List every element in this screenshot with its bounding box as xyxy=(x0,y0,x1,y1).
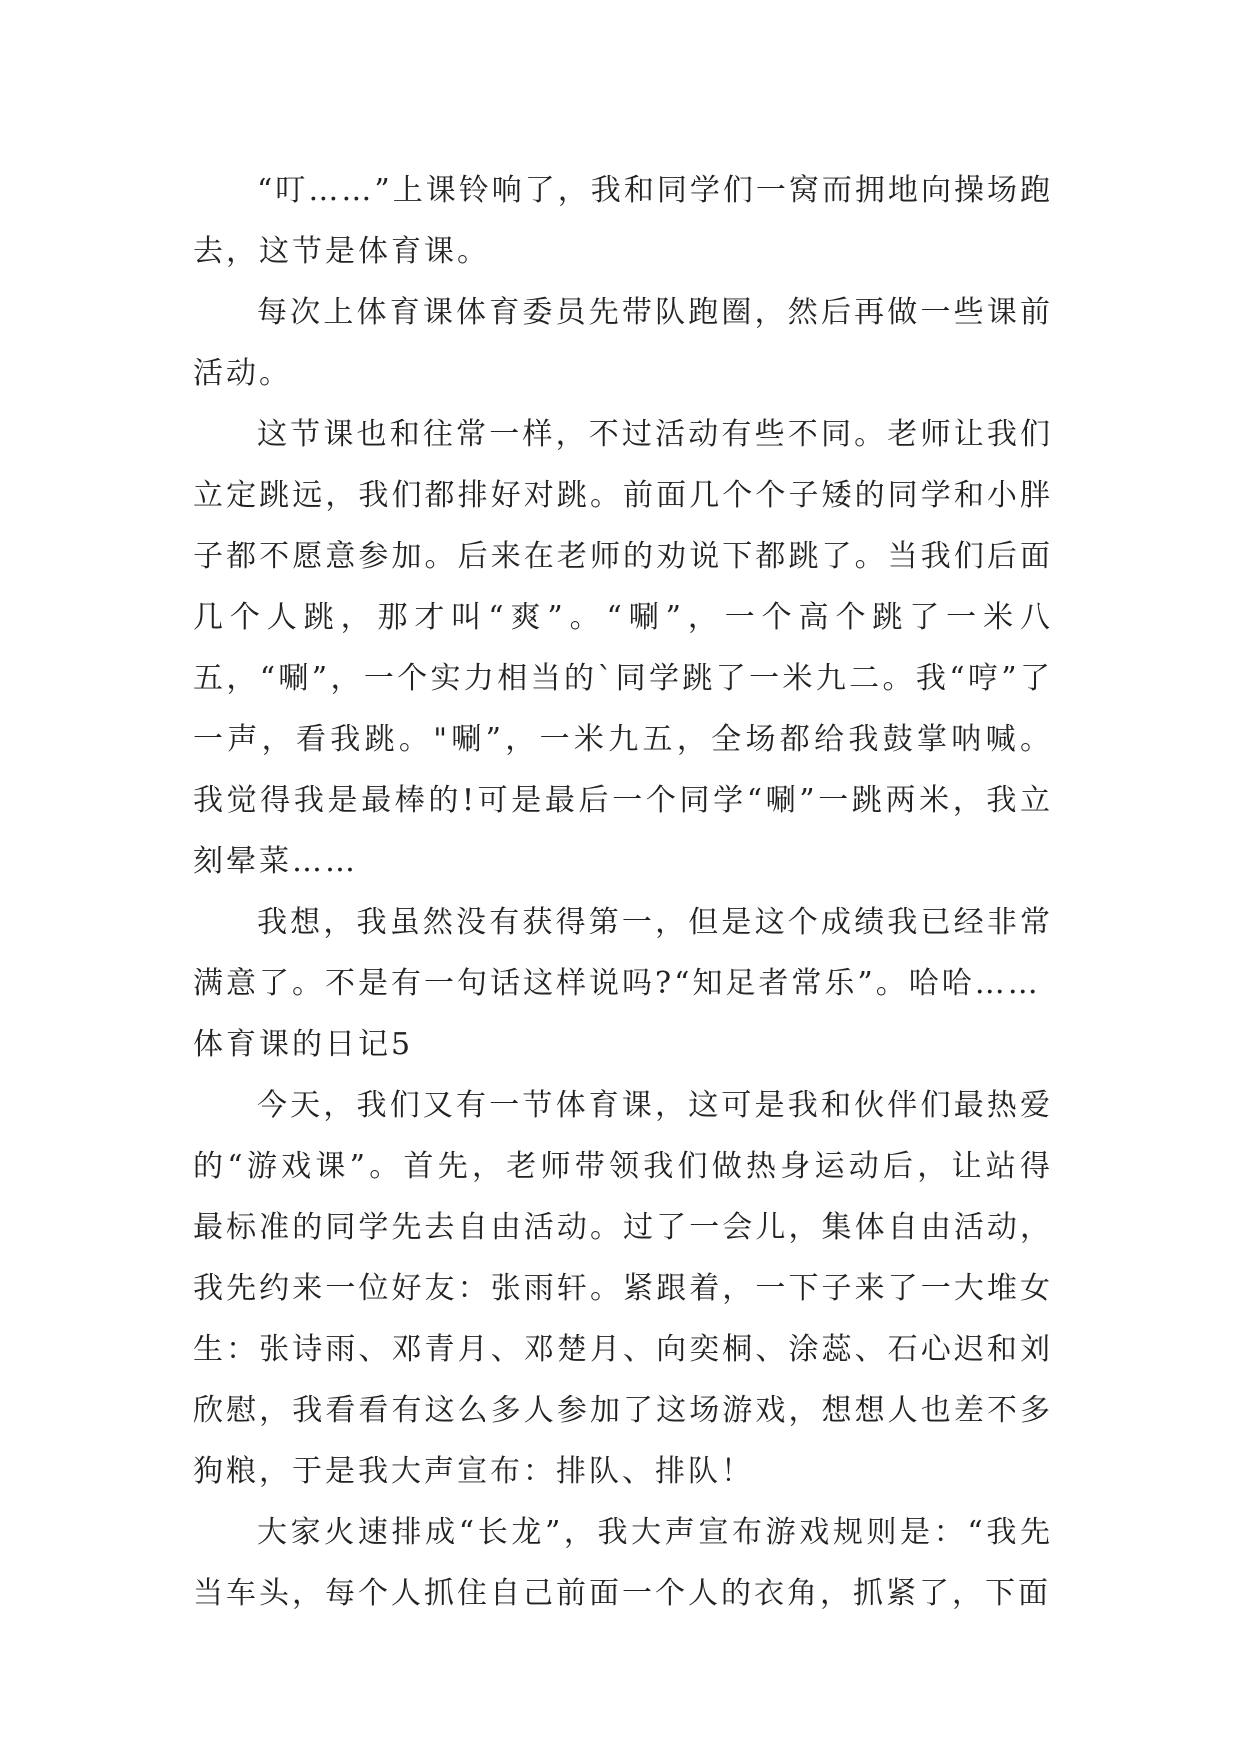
paragraph-5: 今天，我们又有一节体育课，这可是我和伙伴们最热爱的“游戏课”。首先，老师带领我们做热身运动后，让站得最标准的同学先去自由活动。过了一会儿，集体自由活动，我先约来一位好友：张雨轩。紧跟着，一下子来了一大堆女生：张诗雨、邓青月、邓楚月、向奕桐、涂蕊、石心迟和刘欣慰，我看看有这么多人参加了这场游戏，想想人也差不多狗粮，于是我大声宣布：排队、排队！ xyxy=(193,1088,1053,1489)
section-heading: 体育课的日记5 xyxy=(193,1027,414,1062)
paragraph-6: 大家火速排成“长龙”，我大声宣布游戏规则是：“我先当车头，每个人抓住自己前面一个人的衣角，抓紧了，下面 xyxy=(193,1515,1053,1611)
article-body xyxy=(193,160,1053,1624)
paragraph-2: 每次上体育课体育委员先带队跑圈，然后再做一些课前活动。 xyxy=(193,295,1053,391)
paragraph-4: 我想，我虽然没有获得第一，但是这个成绩我已经非常满意了。不是有一句话这样说吗?“知足者常乐”。哈哈…… xyxy=(193,905,1053,1001)
paragraph-3: 这节课也和往常一样，不过活动有些不同。老师让我们立定跳远，我们都排好对跳。前面几个个子矮的同学和小胖子都不愿意参加。后来在老师的劝说下都跳了。当我们后面几个人跳，那才叫“爽”。“唰”，一个高个跳了一米八五，“唰”，一个实力相当的`同学跳了一米九二。我“哼”了一声，看我跳。"唰”，一米九五，全场都给我鼓掌呐喊。我觉得我是最棒的!可是最后一个同学“唰”一跳两米，我立刻晕菜…… xyxy=(193,417,1053,879)
paragraph-1: “叮……”上课铃响了，我和同学们一窝而拥地向操场跑去，这节是体育课。 xyxy=(193,173,1053,269)
